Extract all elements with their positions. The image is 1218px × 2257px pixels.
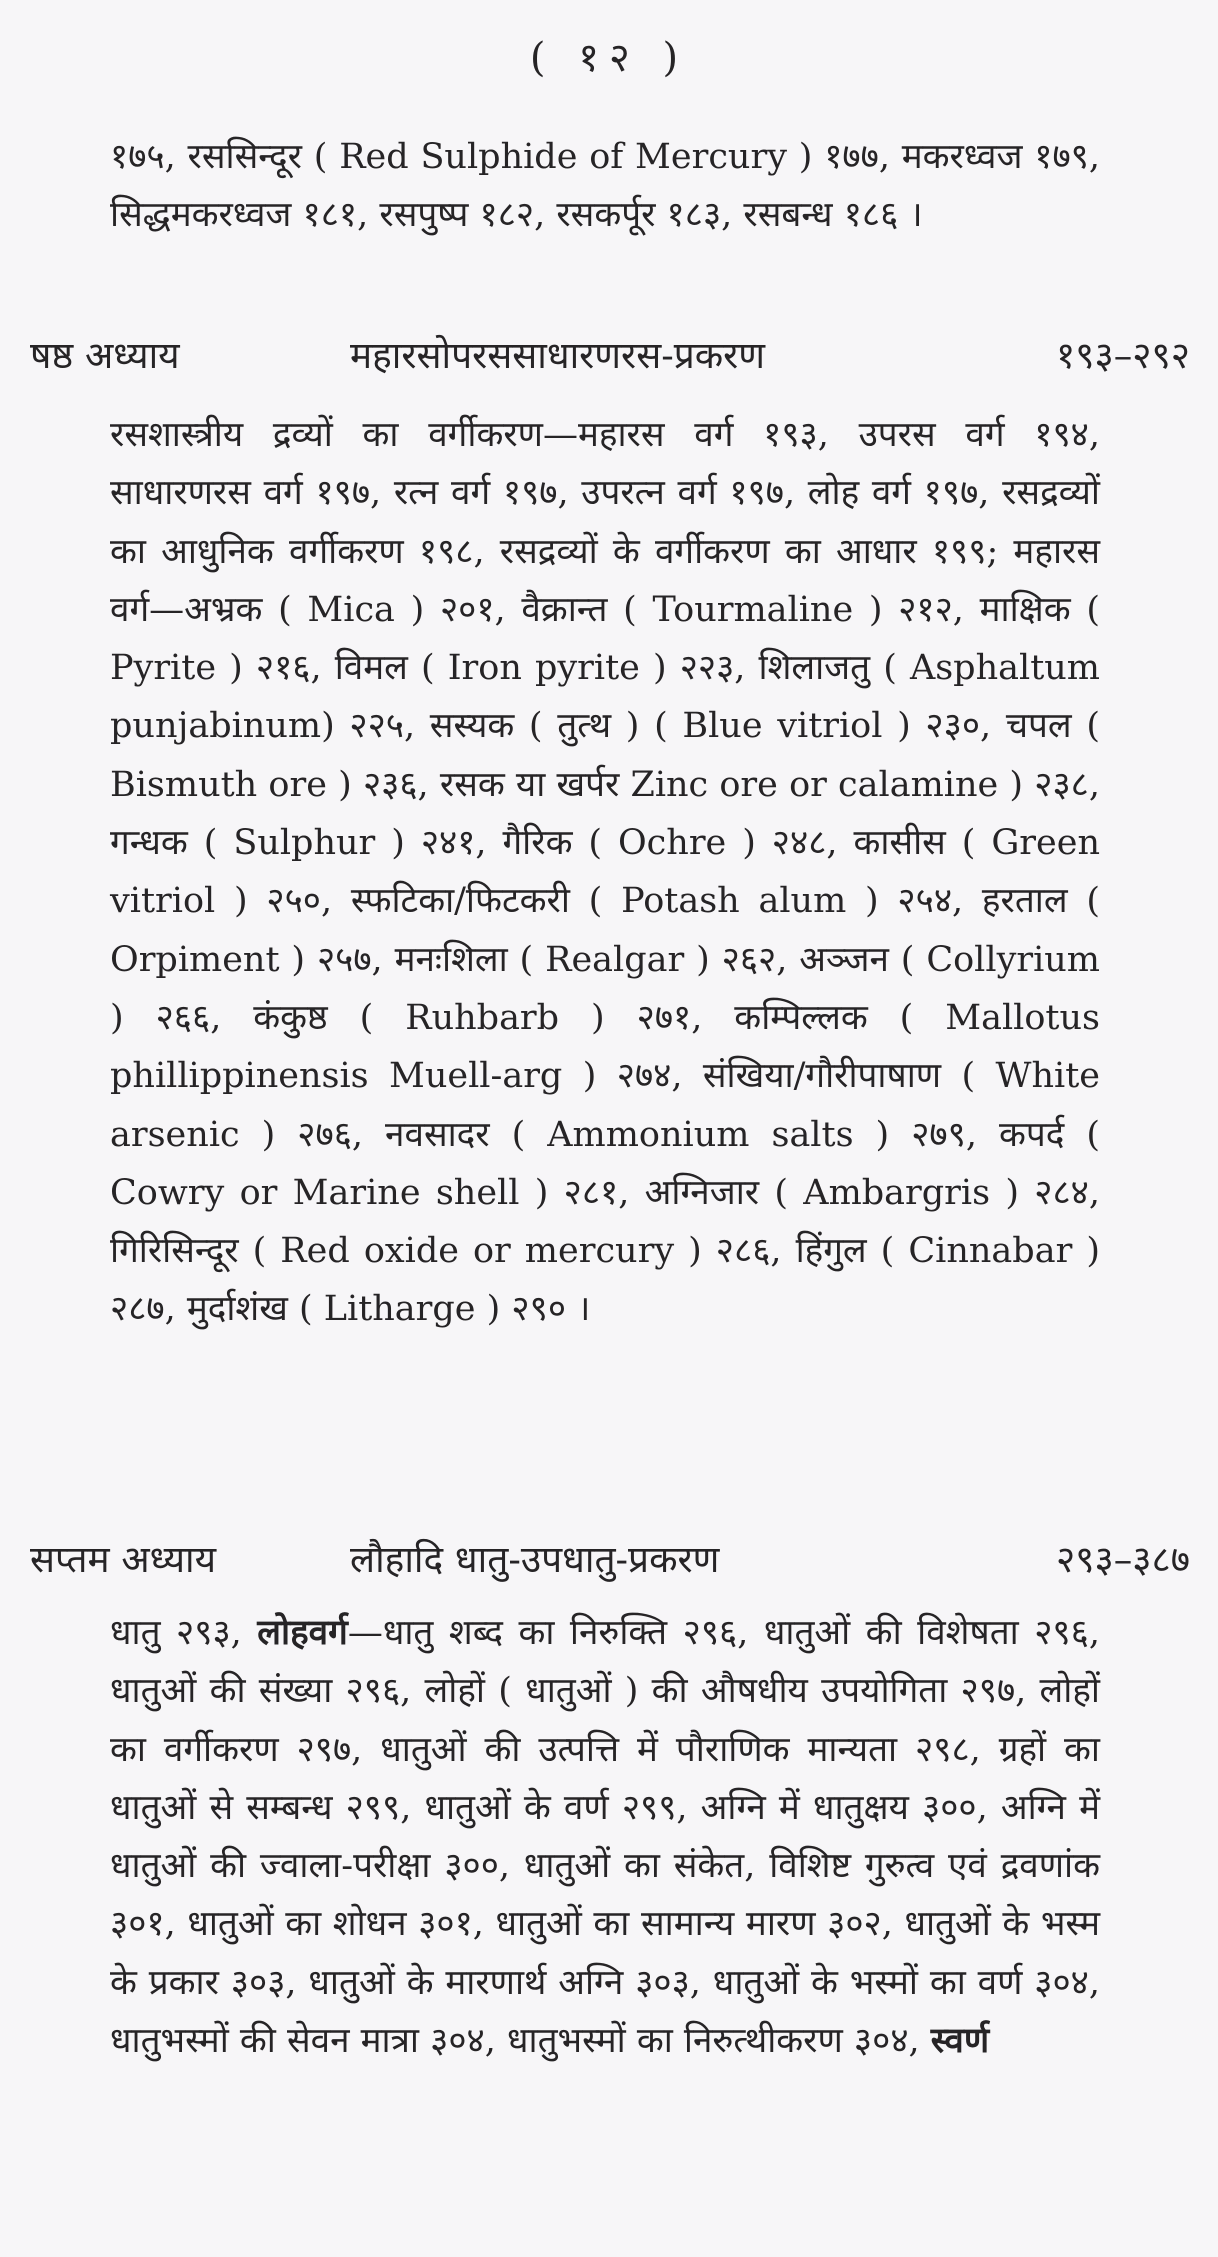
chapter-7-page-range: २९३–३८७ — [1056, 1538, 1190, 1581]
page-number: ( १२ ) — [529, 35, 689, 81]
chapter-6-label: षष्ठ अध्याय — [30, 334, 180, 377]
chapter-6-contents: रसशास्त्रीय द्रव्यों का वर्गीकरण—महारस वर्ग १९३, उपरस वर्ग १९४, साधारणरस वर्ग १९७, रत्न वर्ग १९७, उपरत्न वर्ग १९७, लोह वर्ग १९७, रसद्रव्यों का आधुनिक वर्गीकरण १९८, रसद्रव्यों के वर्गीकरण का आधार १९९; महारस वर्ग—अभ्रक ( Mica ) २०१, वैक्रान्त ( Tourmaline ) २१२, माक्षिक ( Pyrite ) २१६, विमल ( Iron pyrite ) २२३, शिलाजतु ( Asphaltum punjabinum) २२५, सस्यक ( तुत्थ ) ( Blue vitriol ) २३०, चपल ( Bismuth ore ) २३६, रसक या खर्पर Zinc ore or calamine ) २३८, गन्धक ( Sulphur ) २४१, गैरिक ( Ochre ) २४८, कासीस ( Green vitriol ) २५०, स्फटिका/फिटकरी ( Potash alum ) २५४, हरताल ( Orpiment ) २५७, मनःशिला ( Realgar ) २६२, अञ्जन ( Collyrium ) २६६, कंकुष्ठ ( Ruhbarb ) २७१, कम्पिल्लक ( Mallotus phillippinensis Muell-arg ) २७४, संखिया/गौरीपाषाण ( White arsenic ) २७६, नवसादर ( Ammonium salts ) २७९, कपर्द ( Cowry or Marine shell ) २८१, अग्निजार ( Ambargris ) २८४, गिरिसिन्दूर ( Red oxide or mercury ) २८६, हिंगुल ( Cinnabar ) २८७, मुर्दाशंख ( Litharge ) २९० । — [110, 415, 1100, 1330]
chapter-7-contents-rest: —धातु शब्द का निरुक्ति २९६, धातुओं की विशेषता २९६, धातुओं की संख्या २९६, लोहों ( धातुओं ) की औषधीय उपयोगिता २९७, लोहों का वर्गीकरण २९७, धातुओं की उत्पत्ति में पौराणिक मान्यता २९८, ग्रहों का धातुओं से सम्बन्ध २९९, धातुओं के वर्ण २९९, अग्नि में धातुक्षय ३००, अग्नि में धातुओं की ज्वाला-परीक्षा ३००, धातुओं का संकेत, विशिष्ट गुरुत्व एवं द्रवणांक ३०१, धातुओं का शोधन ३०१, धातुओं का सामान्य मारण ३०२, धातुओं के भस्म के प्रकार ३०३, धातुओं के मारणार्थ अग्नि ३०३, धातुओं के भस्मों का वर्ण ३०४, धातुभस्मों की सेवन मात्रा ३०४, धातुभस्मों का निरुत्थीकरण ३०४, — [110, 1613, 1100, 2062]
chapter-7-contents — [110, 1604, 1100, 2070]
chapter-6-page-range: १९३–२९२ — [1056, 334, 1190, 377]
chapter-7-contents-start: धातु २९३, — [110, 1613, 242, 1653]
chapter-7-label: सप्तम अध्याय — [30, 1538, 217, 1581]
lohavarga-subheading: लोहवर्ग — [257, 1612, 348, 1653]
chapter-6-title: महारसोपरससाधारणरस-प्रकरण — [350, 334, 766, 377]
chapter-7-heading — [30, 1530, 1190, 1590]
chapter-7-title: लौहादि धातु-उपधातु-प्रकरण — [350, 1538, 720, 1581]
chapter-6-heading — [30, 326, 1190, 386]
continuation-paragraph: १७५, रससिन्दूर ( Red Sulphide of Mercury ) १७७, मकरध्वज १७९, सिद्धमकरध्वज १८१, रसपुष्प १८२, रसकर्पूर १८३, रसबन्ध १८६ । — [110, 137, 1100, 236]
chapter-7-contents-last: स्वर्ण — [930, 2020, 990, 2062]
